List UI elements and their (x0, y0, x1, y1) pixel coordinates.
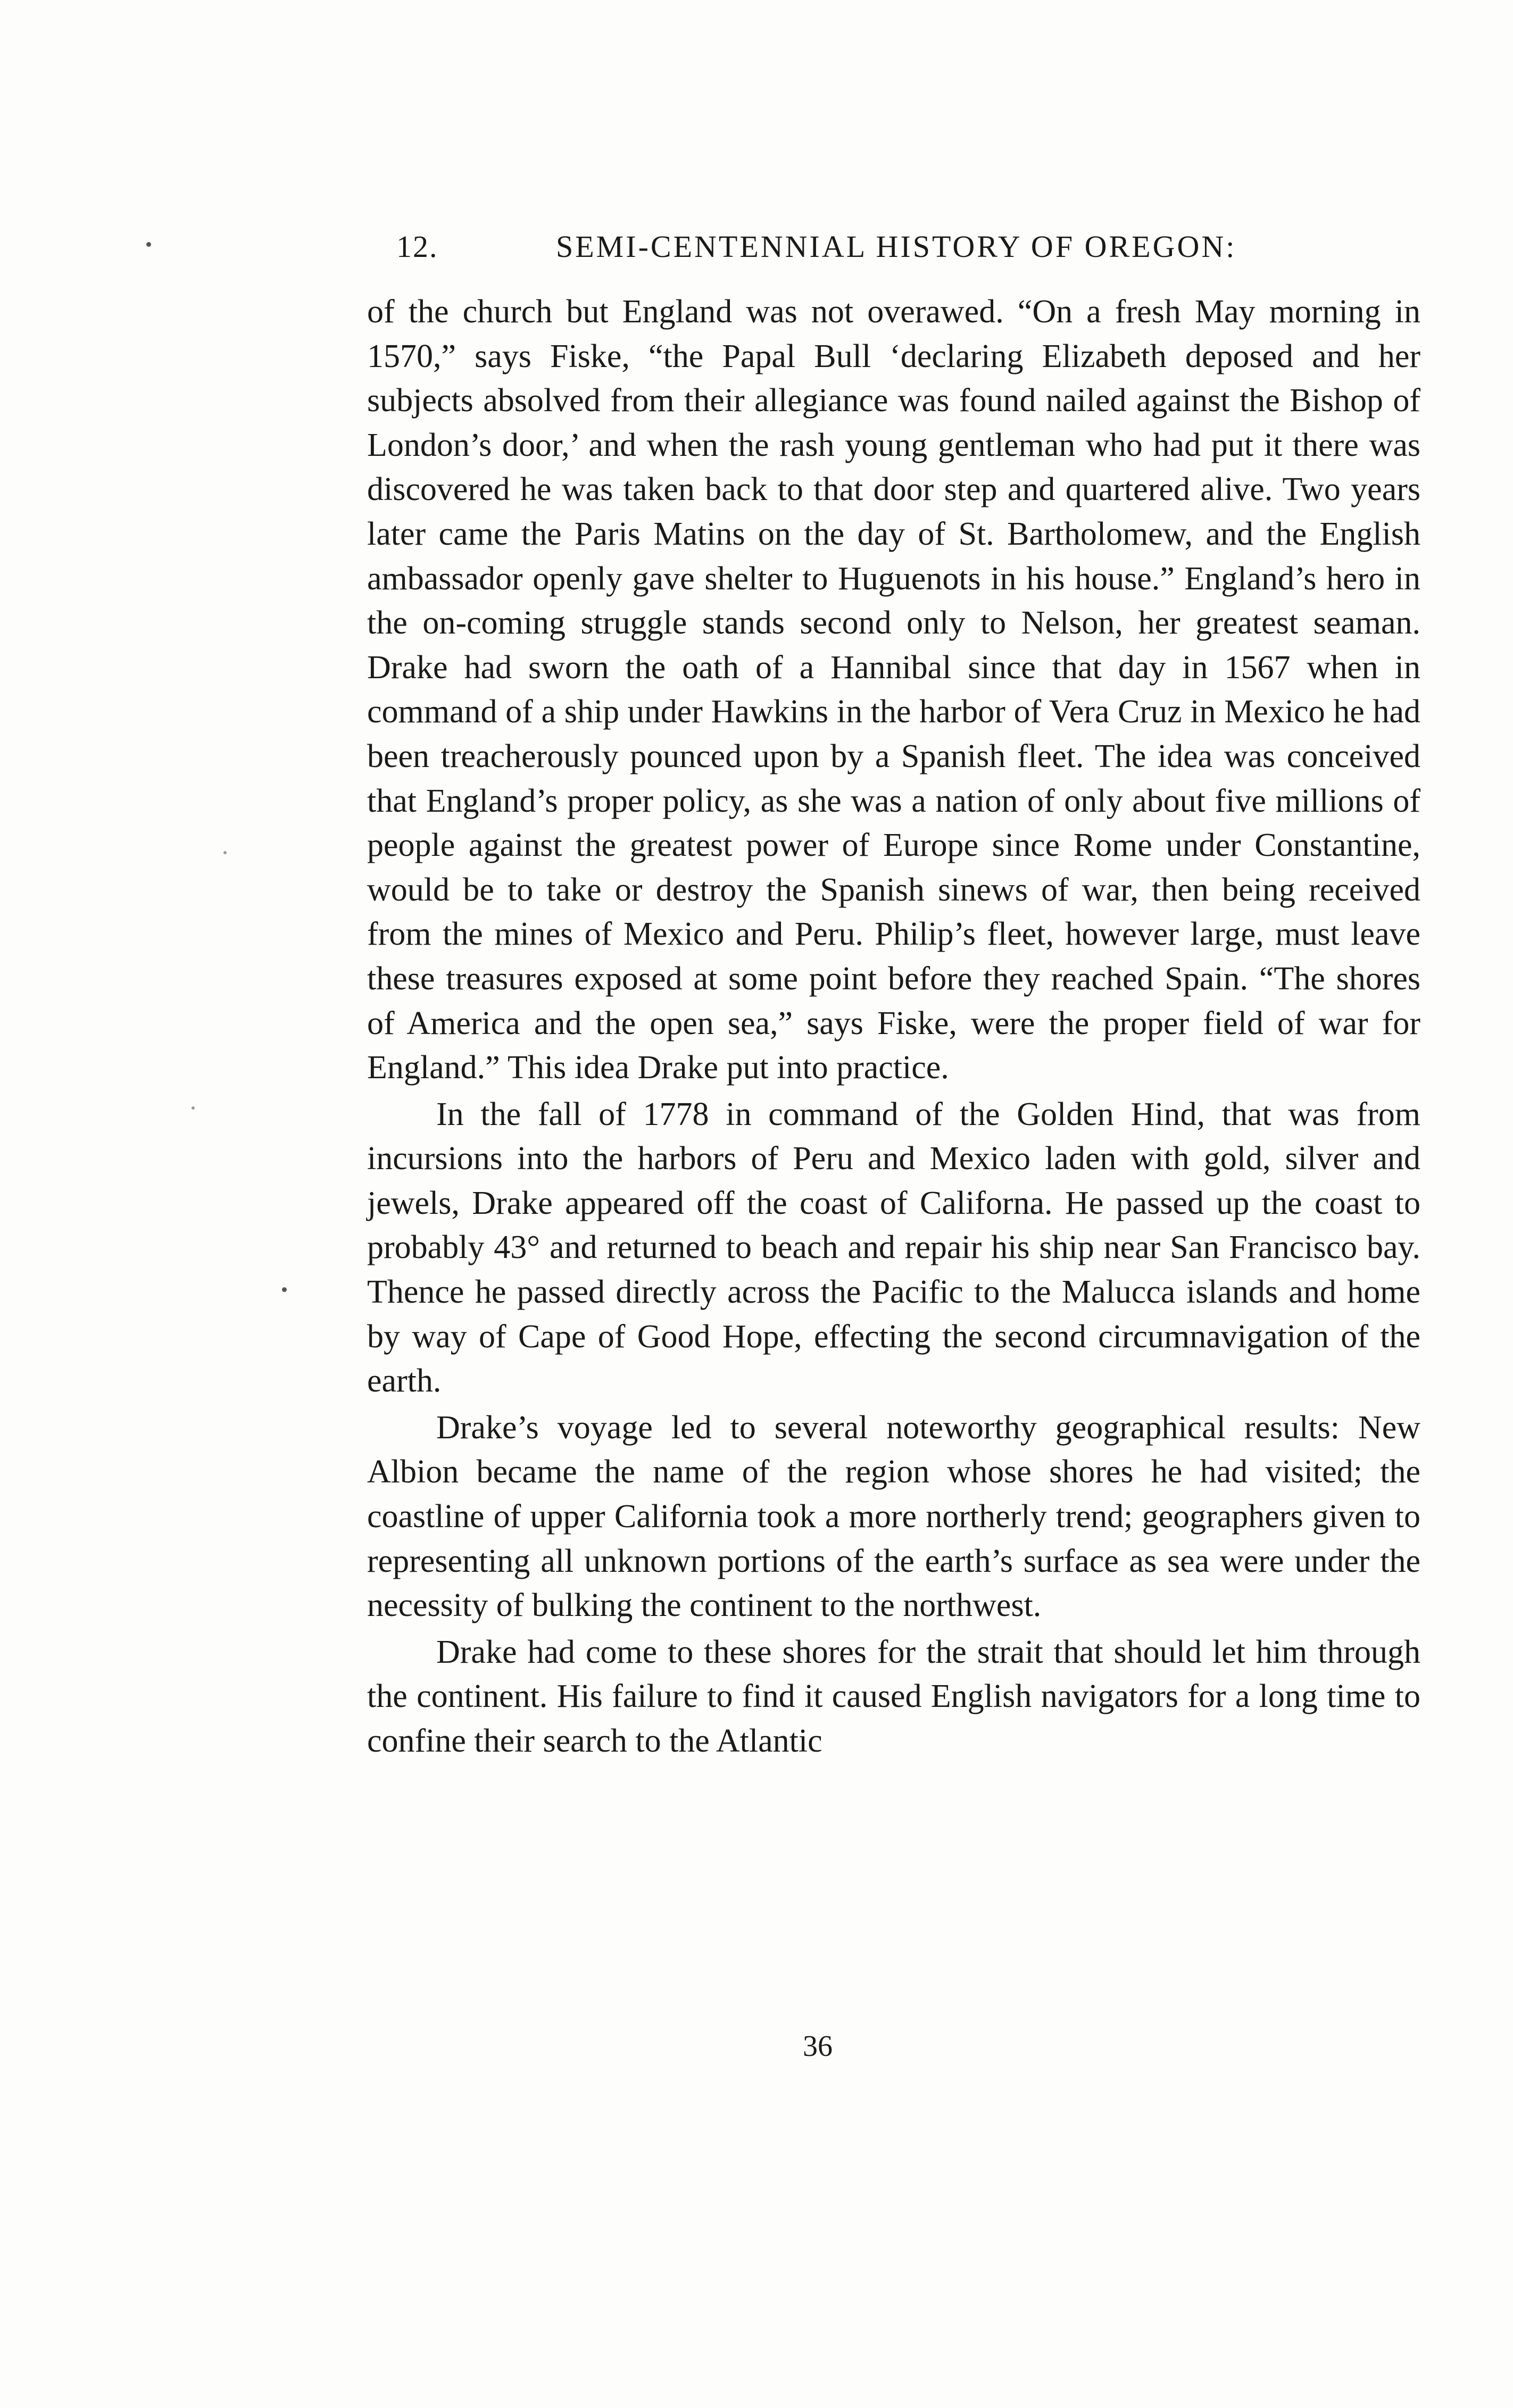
running-head (396, 229, 1418, 266)
page-number: 36 (803, 2030, 833, 2063)
paragraph-strait-search: Drake had come to these shores for the strait that should let him through the continent. His failure to find it caused English navigators for a long time to confine their search to the Atlantic (367, 1634, 1420, 1759)
paragraph-golden-hind: In the fall of 1778 in command of the Golden Hind, that was from incursions into the harbors of Peru and Mexico laden with gold, silver and jewels, Drake appeared off the coast of Californa. He passed up the coast to probably 43° and returned to beach and repair his ship near San Francisco bay. Thence he passed directly across the Pacific to the Malucca islands and home by way of Cape of Good Hope, effecting the second circumnavigation of the earth. (367, 1096, 1420, 1399)
folio-number: 12. (396, 229, 438, 264)
margin-speck (223, 851, 227, 854)
running-title: SEMI-CENTENNIAL HISTORY OF OREGON: (556, 229, 1237, 264)
paragraph-geographical-results: Drake’s voyage led to several noteworthy geographical results: New Albion became the name of the region whose shores he had visited; the coastline of upper California took a more northerly trend; geographers given to representing all unknown portions of the earth’s surface as sea were under the necessity of bulking the continent to the northwest. (367, 1409, 1420, 1624)
paragraph-continued: of the church but England was not overawed. “On a fresh May morning in 1570,” says Fiske, “the Papal Bull ‘declaring Elizabeth deposed and her subjects absolved from their allegiance was found nailed against the Bishop of London’s door,’ and when the rash young gentleman who had put it there was discovered he was taken back to that door step and quartered alive. Two years later came the Paris Matins on the day of St. Bartholomew, and the English ambassador openly gave shelter to Huguenots in his house.” England’s hero in the on-coming struggle stands second only to Nelson, her greatest seaman. Drake had sworn the oath of a Hannibal since that day in 1567 when in command of a ship under Hawkins in the harbor of Vera Cruz in Mexico he had been treacherously pounced upon by a Spanish fleet. The idea was conceived that England’s proper policy, as she was a nation of only about five millions of people against the greatest power of Europe since Rome under Constantine, would be to take or destroy the Spanish sinews of war, then being received from the mines of Mexico and Peru. Philip’s fleet, however large, must leave these treasures exposed at some point before they reached Spain. “The shores of America and the open sea,” says Fiske, were the proper field of war for England.” This idea Drake put into practice. (367, 294, 1420, 1086)
margin-speck (192, 1106, 195, 1110)
margin-speck (146, 242, 151, 247)
body-text (367, 290, 1420, 1764)
margin-speck (282, 1287, 287, 1292)
